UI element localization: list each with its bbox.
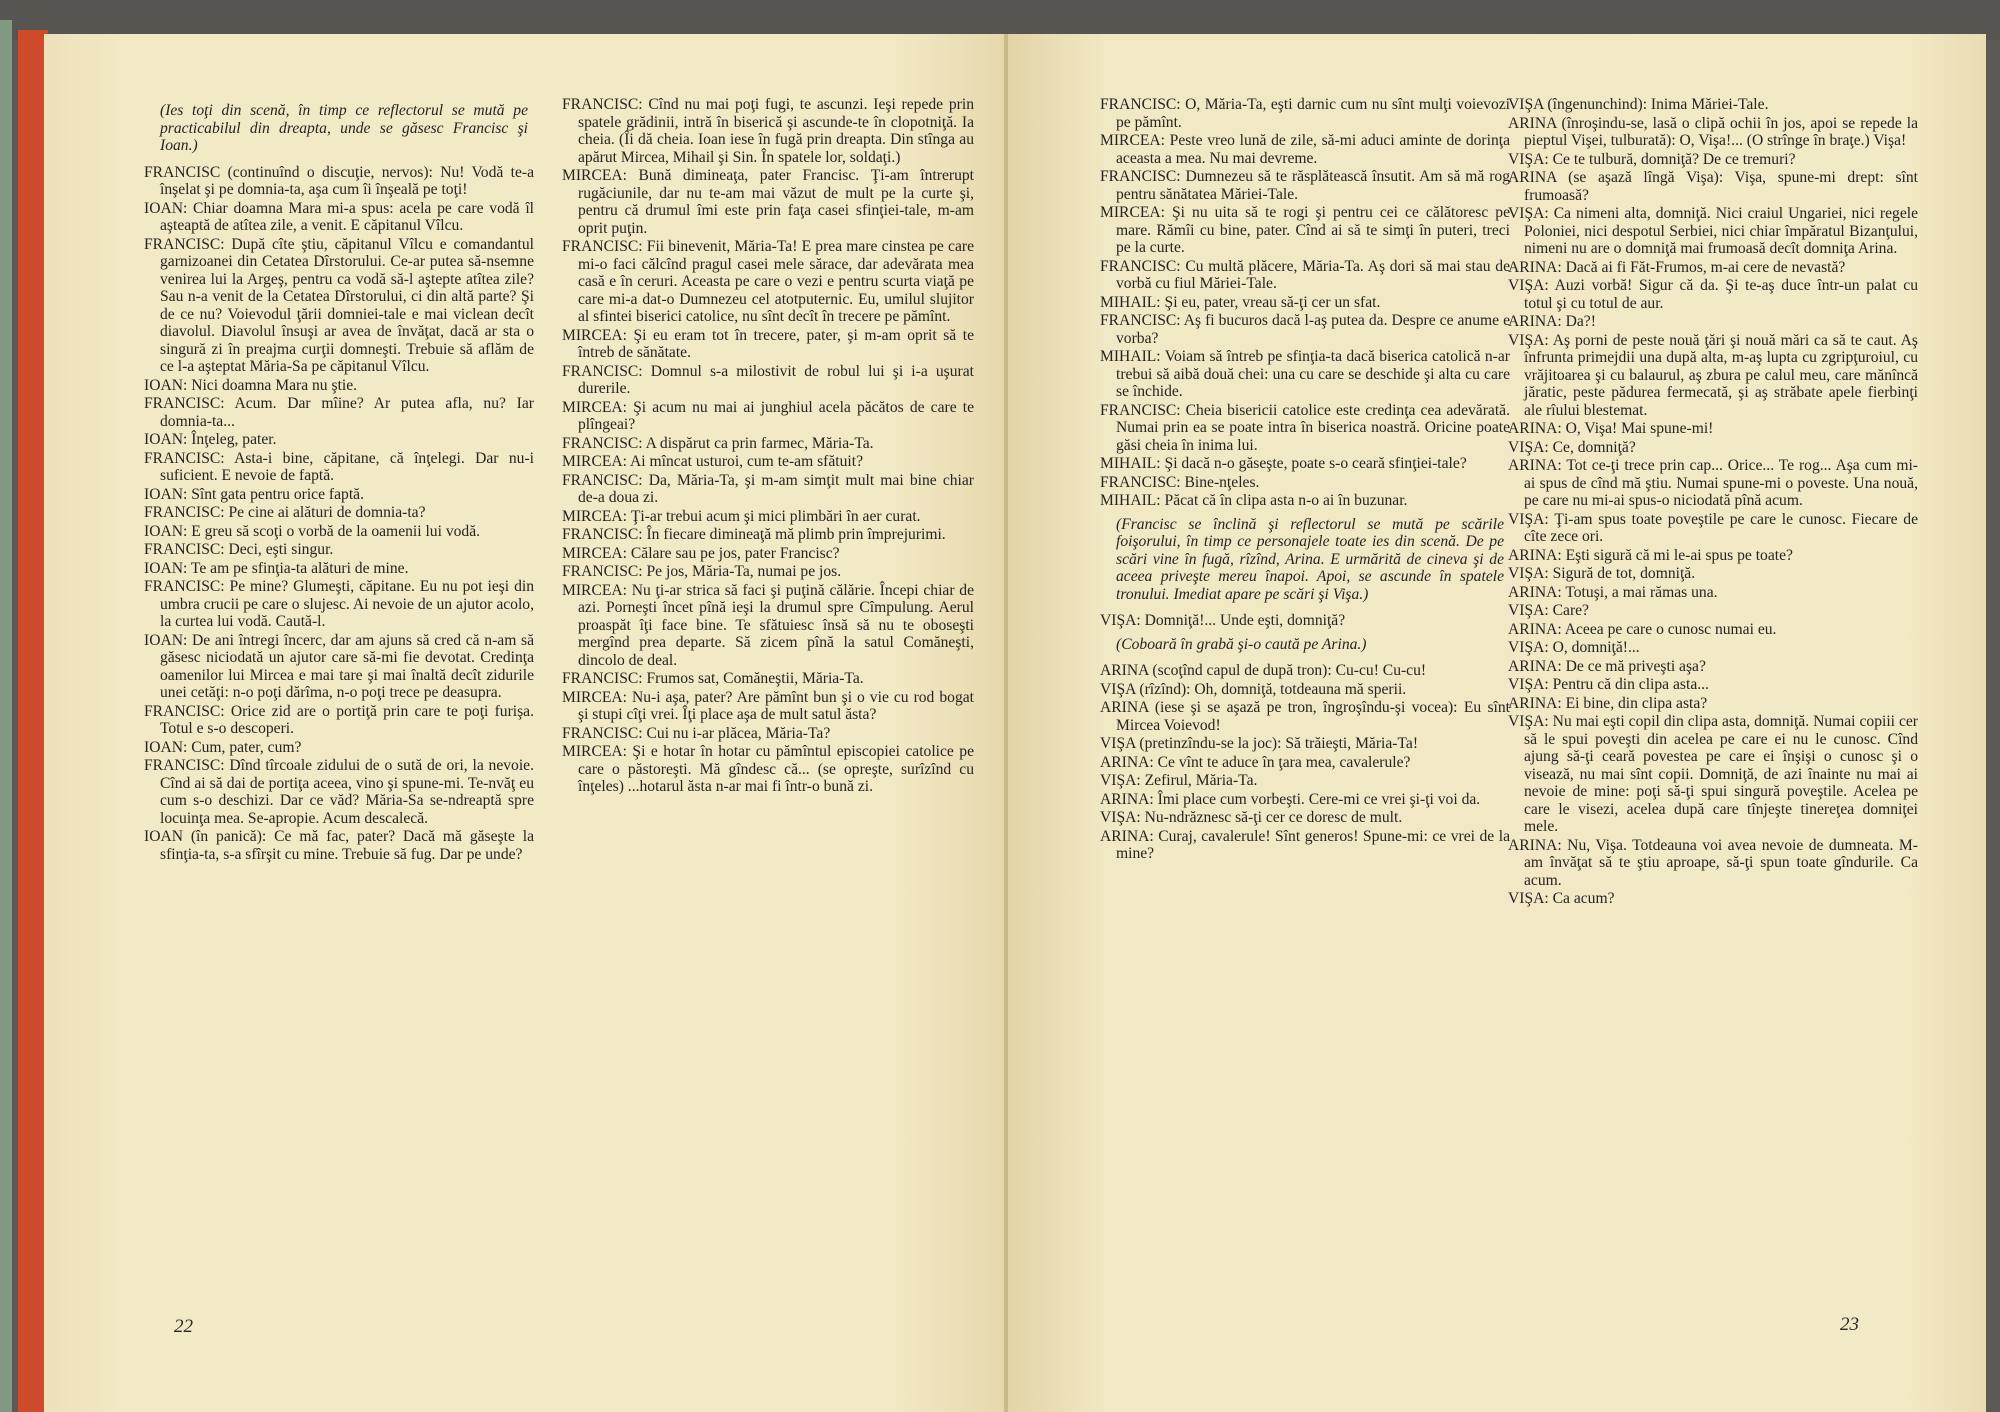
dialogue-line: IOAN: Chiar doamna Mara mi-a spus: acela pe care vodă îl aşteaptă de atîtea zile, a venit. E căpitanul Vîlcu. [144, 199, 534, 234]
dialogue-line: VIŞA: Nu-ndrăznesc să-ţi cer ce doresc de mult. [1100, 809, 1403, 826]
dialogue-line: FRANCISC: Acum. Dar mîine? Ar putea afla, nu? Iar domnia-ta... [144, 395, 534, 430]
dialogue-line: FRANCISC: Dînd tîrcoale zidului de o sută de ori, la nevoie. Cînd ai să dai de portiţa aceea, vino şi spune-mi. Te-nvăţ eu cum s-o deschizi. Dar ce văd? Măria-Sa se-ndreaptă spre locuinţa mea. Se-apropie. Acum descalecă. [144, 757, 534, 827]
dialogue-line: VIŞA: Auzi vorbă! Sigur că da. Şi te-aş duce într-un palat cu totul şi cu totul de aur. [1508, 277, 1918, 312]
dialogue-line: ARINA (se aşază lîngă Vişa): Vişa, spune-mi drept: sînt frumoasă? [1508, 169, 1918, 204]
dialogue-line: MIHAIL: Voiam să întreb pe sfinţia-ta dacă biserica catolică n-ar trebui să aibă două chei: una cu care se deschide şi alta cu care se închide. [1100, 348, 1510, 400]
dialogue-line: ARINA: Curaj, cavalerule! Sînt generos! Spune-mi: ce vrei de la mine? [1100, 827, 1510, 862]
dialogue-line: MIRCEA: Şi acum nu mai ai junghiul acela păcătos de care te plîngeai? [562, 398, 974, 433]
dialogue-line: FRANCISC: Frumos sat, Comăneştii, Măria-Ta. [562, 670, 864, 687]
dialogue-line: VIŞA: Pentru că din clipa asta... [1508, 676, 1709, 693]
right-page-column-2 [1508, 96, 1918, 909]
dialogue-line: FRANCISC: Pe jos, Măria-Ta, numai pe jos. [562, 563, 842, 580]
dialogue-line: ARINA (scoţînd capul de după tron): Cu-cu! Cu-cu! [1100, 662, 1427, 679]
dialogue-line: VIŞA: Zefirul, Măria-Ta. [1100, 772, 1258, 789]
dialogue-line: ARINA: Ei bine, din clipa asta? [1508, 694, 1708, 712]
dialogue-line: ARINA: Totuşi, a mai rămas una. [1508, 583, 1718, 601]
dialogue-line: VIŞA: Ca nimeni alta, domniţă. Nici craiul Ungariei, nici regele Poloniei, nici despotul Serbiei, nici chiar împăratul Bizanţului, nimeni nu are o domniţă mai frumoasă decît domniţa Arina. [1508, 205, 1918, 257]
dialogue-line: MIHAIL: Şi dacă n-o găseşte, poate s-o ceară sfinţiei-tale? [1100, 455, 1467, 472]
dialogue-line: VIŞA: Ca acum? [1508, 890, 1615, 907]
dialogue-line: ARINA: Dacă ai fi Făt-Frumos, m-ai cere de nevastă? [1508, 258, 1846, 276]
dialogue-line: FRANCISC: Dumnezeu să te răsplătească însutit. Am să mă rog pentru sănătatea Măriei-Tale. [1100, 168, 1510, 203]
dialogue-line: FRANCISC: Da, Măria-Ta, şi m-am simţit mult mai bine chiar de-a doua zi. [562, 471, 974, 506]
left-page-column-2 [562, 96, 974, 797]
dialogue-line: MIHAIL: Şi eu, pater, vreau să-ţi cer un sfat. [1100, 293, 1381, 311]
dialogue-line: FRANCISC: Cu multă plăcere, Măria-Ta. Aş dori să mai stau de vorbă cu fiul Măriei-Tale. [1100, 257, 1510, 292]
dialogue-line: FRANCISC: Pe mine? Glumeşti, căpitane. Eu nu pot ieşi din umbra crucii pe care o slujesc. Ai nevoie de un ajutor acolo, la curtea lui vodă. Caută-l. [144, 578, 534, 630]
dialogue-line: ARINA: Eşti sigură că mi le-ai spus pe toate? [1508, 546, 1793, 564]
dialogue-line: VIŞA: Sigură de tot, domniţă. [1508, 565, 1696, 582]
dialogue-line: MIRCEA: Nu ţi-ar strica să faci şi puţină călărie. Începi chiar de azi. Porneşti încet pînă ieşi la drumul spre Cîmpulung. Aerul proaspăt îţi face bine. Te sfătuiesc însă să nu te oboseşti mergînd prea departe. Să zicem pînă la satul Comăneşti, dincolo de deal. [562, 581, 974, 669]
book-cover-edge [0, 20, 12, 1412]
dialogue-line: MIRCEA: Şi eu eram tot în trecere, pater, şi m-am oprit să te întreb de sănătate. [562, 326, 974, 361]
page-number-left: 22 [174, 1316, 193, 1337]
dialogue-line: ARINA: Îmi place cum vorbeşti. Cere-mi ce vrei şi-ţi voi da. [1100, 790, 1481, 808]
left-page-column-1 [144, 96, 534, 864]
dialogue-line: ARINA: Tot ce-ţi trece prin cap... Orice... Te rog... Aşa cum mi-ai spus de cînd mă ştiu. Numai spune-mi o poveste. Una nouă, pe care nu mi-ai spus-o niciodată pînă acum. [1508, 457, 1918, 509]
dialogue-line: FRANCISC: Orice zid are o portiţă prin care te poţi furişa. Totul e s-o descoperi. [144, 702, 534, 737]
dialogue-line: IOAN: Sînt gata pentru orice faptă. [144, 485, 364, 503]
dialogue-line: MIRCEA: Ţi-ar trebui acum şi mici plimbări în aer curat. [562, 507, 921, 525]
dialogue-line: MIRCEA: Şi e hotar în hotar cu pămîntul episcopiei catolice pe care o păstoreşti. Mă gîndesc că... (se opreşte, surîzînd cu înţeles) ...hotarul ăsta n-ar mai fi într-o bună zi. [562, 743, 974, 795]
dialogue-line: FRANCISC: Cheia bisericii catolice este credinţa cea adevărată. Numai prin ea se poate intra în biserica noastră. Oricine poate găsi cheia în inima lui. [1100, 401, 1510, 454]
dialogue-line: FRANCISC: Domnul s-a milostivit de robul lui şi i-a uşurat durerile. [562, 362, 974, 397]
dialogue-line: FRANCISC: A dispărut ca prin farmec, Măria-Ta. [562, 434, 874, 452]
dialogue-line: IOAN: Cum, pater, cum? [144, 738, 302, 756]
dialogue-line: VIŞA: O, domniţă!... [1508, 639, 1640, 656]
dialogue-line: ARINA (iese şi se aşază pe tron, îngroşîndu-şi vocea): Eu sînt Mircea Voievod! [1100, 699, 1510, 734]
dialogue-line: VIŞA: Care? [1508, 602, 1589, 619]
dialogue-line: MIRCEA: Şi nu uita să te rogi şi pentru cei ce călătoresc pe mare. Rămîi cu bine, pater. Cînd ai să te simţi în puteri, treci pe la curte. [1100, 204, 1510, 256]
dialogue-line: MIHAIL: Păcat că în clipa asta n-o ai în buzunar. [1100, 492, 1408, 509]
dialogue-line: MIRCEA: Peste vreo lună de zile, să-mi aduci aminte de dorinţa aceasta a mea. Nu mai devreme. [1100, 132, 1510, 167]
dialogue-line: VIŞA: Ţi-am spus toate poveştile pe care le cunosc. Fiecare de cîte zece ori. [1508, 510, 1918, 545]
dialogue-line: ARINA (înroşindu-se, lasă o clipă ochii în jos, apoi se repede la pieptul Vişei, tulburată): O, Vişa!... (O strînge în braţe.) Vişa! [1508, 114, 1918, 149]
dialogue-line: FRANCISC: Aş fi bucuros dacă l-aş putea da. Despre ce anume e vorba? [1100, 312, 1510, 347]
dialogue-line: VIŞA: Aş porni de peste nouă ţări şi nouă mări ca să te caut. Aş înfrunta primejdii una după alta, m-aş lupta cu zgripţuroiul, cu vrăjitoarea şi cu balaurul, aş zbura pe calul meu, care mănîncă jăratic, peste pădurea fermecată, şi aş străbate apele fierbinţi ale rîului blestemat. [1508, 331, 1918, 419]
right-page-column-1 [1100, 96, 1510, 864]
stage-direction: (Ies toţi din scenă, în timp ce reflectorul se mută pe practicabilul din dreapta, unde se găsesc Francisc şi Ioan.) [160, 102, 528, 154]
dialogue-line: FRANCISC: Bine-nţeles. [1100, 473, 1260, 491]
page-number-right: 23 [1840, 1314, 1859, 1335]
dialogue-line: VIŞA (rîzînd): Oh, domniţă, totdeauna mă sperii. [1100, 680, 1407, 698]
dialogue-line: FRANCISC: Deci, eşti singur. [144, 541, 334, 558]
dialogue-line: ARINA: O, Vişa! Mai spune-mi! [1508, 420, 1714, 437]
dialogue-line: MIRCEA: Călare sau pe jos, pater Francisc? [562, 544, 840, 562]
dialogue-line: IOAN: Te am pe sfinţia-ta alături de mine. [144, 559, 409, 577]
left-page [44, 34, 1008, 1412]
dialogue-line: IOAN: Înţeleg, pater. [144, 431, 277, 448]
dialogue-line: VIŞA: Nu mai eşti copil din clipa asta, domniţă. Numai copiii cer să le spui poveşti din acelea pe care ei nu le cunosc. Cînd ajung să-ţi ceară povestea pe care ei înşişi o cunosc şi o visează, nu mai sînt copii. Domniţă, de azi înainte nu mai ai nevoie de mine: poţi să-ţi spui singură poveştile. Acelea pe care le visezi, acelea după care tînjeşte tinereţea domniţei mele. [1508, 713, 1918, 835]
dialogue-line: FRANCISC (continuînd o discuţie, nervos): Nu! Vodă te-a înşelat şi pe domnia-ta, aşa cum îi înşeală pe toţi! [144, 163, 534, 198]
dialogue-line: VIŞA: Domniţă!... Unde eşti, domniţă? [1100, 612, 1346, 629]
dialogue-line: IOAN: E greu să scoţi o vorbă de la oamenii lui vodă. [144, 522, 481, 540]
dialogue-line: ARINA: De ce mă priveşti aşa? [1508, 657, 1706, 675]
dialogue-line: FRANCISC: În fiecare dimineaţă mă plimb prin împrejurimi. [562, 526, 946, 543]
stage-direction: (Coboară în grabă şi-o caută pe Arina.) [1116, 635, 1367, 653]
dialogue-line: VIŞA: Ce te tulbură, domniţă? De ce tremuri? [1508, 150, 1796, 168]
right-page [1008, 34, 1986, 1412]
dialogue-line: MIRCEA: Ai mîncat usturoi, cum te-am sfătuit? [562, 453, 863, 470]
dialogue-line: FRANCISC: Cînd nu mai poţi fugi, te ascunzi. Ieşi repede prin spatele grădinii, intră în biserică şi ascunde-te în clopotniţă. Ia cheia. (Îi dă cheia. Ioan iese în fugă prin dreapta. Din stînga au apărut Mircea, Mihail şi Sin. În spatele lor, soldaţi.) [562, 96, 974, 166]
dialogue-line: IOAN: Nici doamna Mara nu ştie. [144, 376, 358, 394]
dialogue-line: FRANCISC: O, Măria-Ta, eşti darnic cum nu sînt mulţi voievozi pe pămînt. [1100, 96, 1510, 131]
dialogue-line: FRANCISC: Fii binevenit, Măria-Ta! E prea mare cinstea pe care mi-o faci călcînd pragul casei mele sărace, dar adevărata mea casă e în ceruri. Aceasta pe care o vezi e pentru scurta viaţă pe care mi-a dat-o Dumnezeu cel atotputernic. Eu, umilul slujitor al sfintei biserici catolice, nu sînt decît în trecere pe pămînt. [562, 238, 974, 325]
dialogue-line: FRANCISC: Cui nu i-ar plăcea, Măria-Ta? [562, 724, 831, 742]
dialogue-line: ARINA: Da?! [1508, 313, 1596, 330]
dialogue-line: VIŞA: Ce, domniţă? [1508, 438, 1636, 456]
dialogue-line: VIŞA (pretinzîndu-se la joc): Să trăieşti, Măria-Ta! [1100, 735, 1419, 752]
dialogue-line: IOAN (în panică): Ce mă fac, pater? Dacă mă găseşte la sfinţia-ta, s-a sfîrşit cu mine. Trebuie să fug. Dar pe unde? [144, 828, 534, 863]
dialogue-line: ARINA: Ce vînt te aduce în ţara mea, cavalerule? [1100, 753, 1411, 771]
dialogue-line: FRANCISC: Pe cine ai alături de domnia-ta? [144, 504, 426, 521]
stage-direction: (Francisc se înclină şi reflectorul se mută pe scările foişorului, în timp ce personajele toate ies din scenă. De pe scări vine în fugă, rîzînd, Arina. E urmărită de cineva şi de aceea priveşte mereu înapoi. Apoi, se ascunde în spatele tronului. Imediat apare pe scări şi Vişa.) [1116, 515, 1504, 603]
dialogue-line: ARINA: Aceea pe care o cunosc numai eu. [1508, 620, 1777, 638]
dialogue-line: ARINA: Nu, Vişa. Totdeauna voi avea nevoie de dumneata. M-am învăţat să te ştiu aproape, să-ţi spun toate gîndurile. Ca acum. [1508, 836, 1918, 889]
dialogue-line: MIRCEA: Bună dimineaţa, pater Francisc. Ţi-am întrerupt rugăciunile, dar nu te-am mai văzut de mult pe la curte şi, pentru că drumul îmi este prin faţa casei sfinţiei-tale, m-am oprit puţin. [562, 167, 974, 237]
dialogue-line: IOAN: De ani întregi încerc, dar am ajuns să cred că n-am să găsesc niciodată un ajutor care să-mi fie devotat. Credinţa oamenilor lui Mircea e mai tare şi mai înaltă decît zidurile unei cetăţi: n-o poţi dărîma, n-o poţi trece pe deasupra. [144, 631, 534, 701]
dialogue-line: MIRCEA: Nu-i aşa, pater? Are pămînt bun şi o vie cu rod bogat şi stupi cîţi vrei. Îţi place aşa de mult satul ăsta? [562, 688, 974, 723]
dialogue-line: FRANCISC: Asta-i bine, căpitane, că înţelegi. Dar nu-i suficient. E nevoie de faptă. [144, 449, 534, 484]
dialogue-line: FRANCISC: După cîte ştiu, căpitanul Vîlcu e comandantul garnizoanei din Cetatea Dîrstorului. Ce-ar putea să-nsemne venirea lui la Argeş, pentru ca vodă să-l aştepte atîtea zile? Sau n-a venit de la Cetatea Dîrstorului, ci din altă parte? Şi de ce nu? Voievodul ţării domniei-tale e mai viclean decît diavolul. Diavolul însuşi ar avea de învăţat, dacă ar sta o singură zi în preajma curţii domneşti. Trebuie să aflăm de ce l-a aşteptat Măria-Sa pe căpitanul Vîlcu. [144, 235, 534, 375]
dialogue-line: VIŞA (îngenunchind): Inima Măriei-Tale. [1508, 96, 1769, 113]
